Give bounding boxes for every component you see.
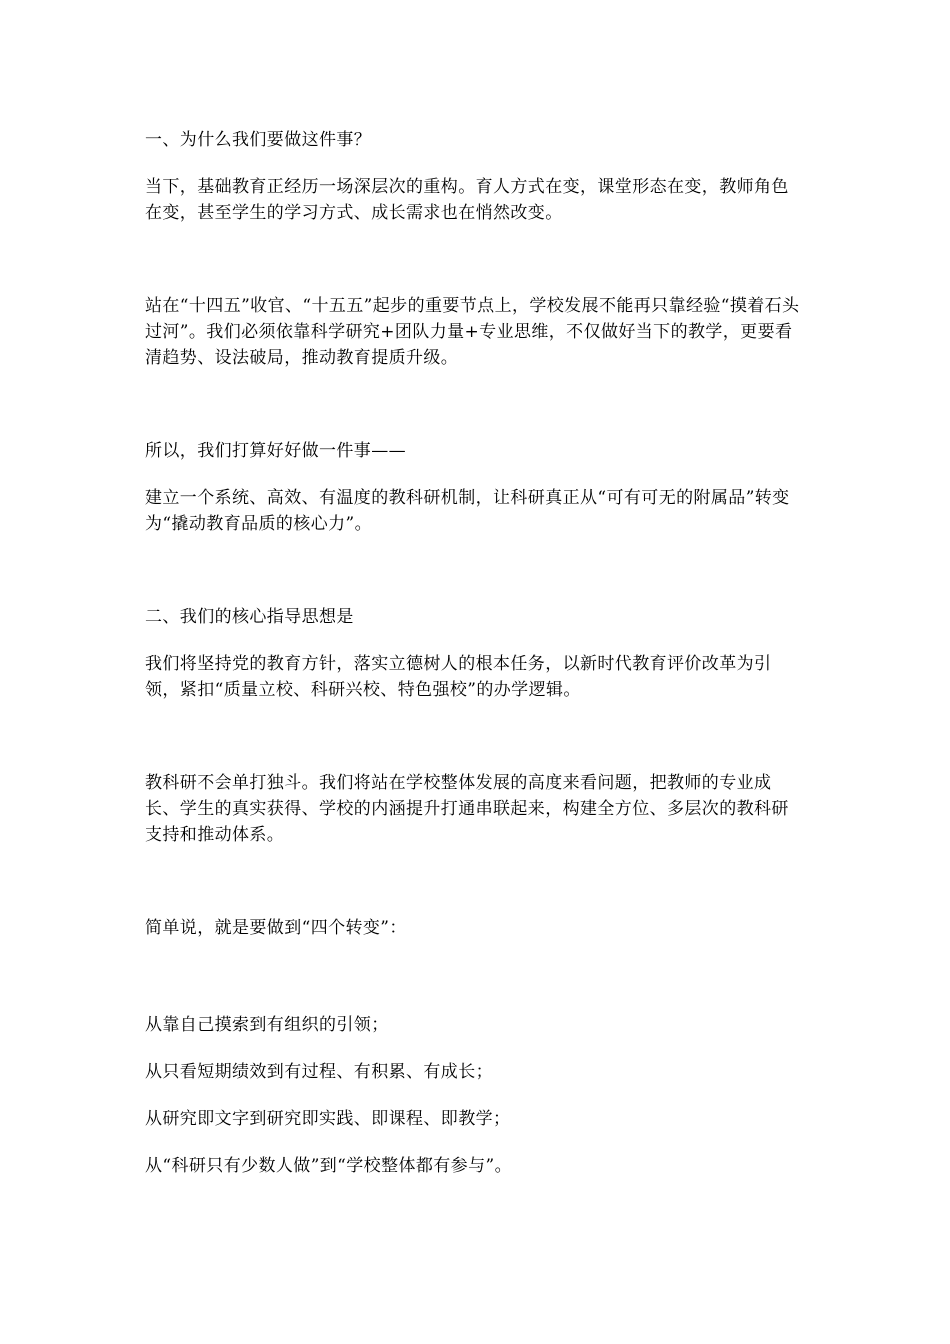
paragraph-milestone: 站在“十四五”收官、“十五五”起步的重要节点上，学校发展不能再只靠经验“摸着石头过河”。我们必须依靠科学研究+团队力量+专业思维，不仅做好当下的教学，更要看清趋势、设法破局，推动教育提质升级。 xyxy=(145,296,800,368)
list-item-change-2: 从只看短期绩效到有过程、有积累、有成长； xyxy=(145,1062,493,1082)
paragraph-intent: 所以，我们打算好好做一件事—— xyxy=(145,441,406,461)
list-item-change-3: 从研究即文字到研究即实践、即课程、即教学； xyxy=(145,1109,511,1129)
paragraph-mechanism: 建立一个系统、高效、有温度的教科研机制，让科研真正从“可有可无的附属品”转变为“撬动教育品质的核心力”。 xyxy=(145,488,790,534)
paragraph-system: 教科研不会单打独斗。我们将站在学校整体发展的高度来看问题，把教师的专业成长、学生的真实获得、学校的内涵提升打通串联起来，构建全方位、多层次的教科研支持和推动体系。 xyxy=(145,773,789,845)
paragraph-context: 当下，基础教育正经历一场深层次的重构。育人方式在变，课堂形态在变，教师角色在变，甚至学生的学习方式、成长需求也在悄然改变。 xyxy=(145,177,789,223)
list-item-change-1: 从靠自己摸索到有组织的引领； xyxy=(145,1015,389,1035)
list-item-change-4: 从“科研只有少数人做”到“学校整体都有参与”。 xyxy=(145,1156,512,1176)
section-heading-guiding-thought: 二、我们的核心指导思想是 xyxy=(145,607,354,627)
section-heading-why: 一、为什么我们要做这件事？ xyxy=(145,130,372,150)
paragraph-policy: 我们将坚持党的教育方针，落实立德树人的根本任务，以新时代教育评价改革为引领，紧扣“质量立校、科研兴校、特色强校”的办学逻辑。 xyxy=(145,654,772,700)
paragraph-four-changes: 简单说，就是要做到“四个转变”： xyxy=(145,918,407,938)
